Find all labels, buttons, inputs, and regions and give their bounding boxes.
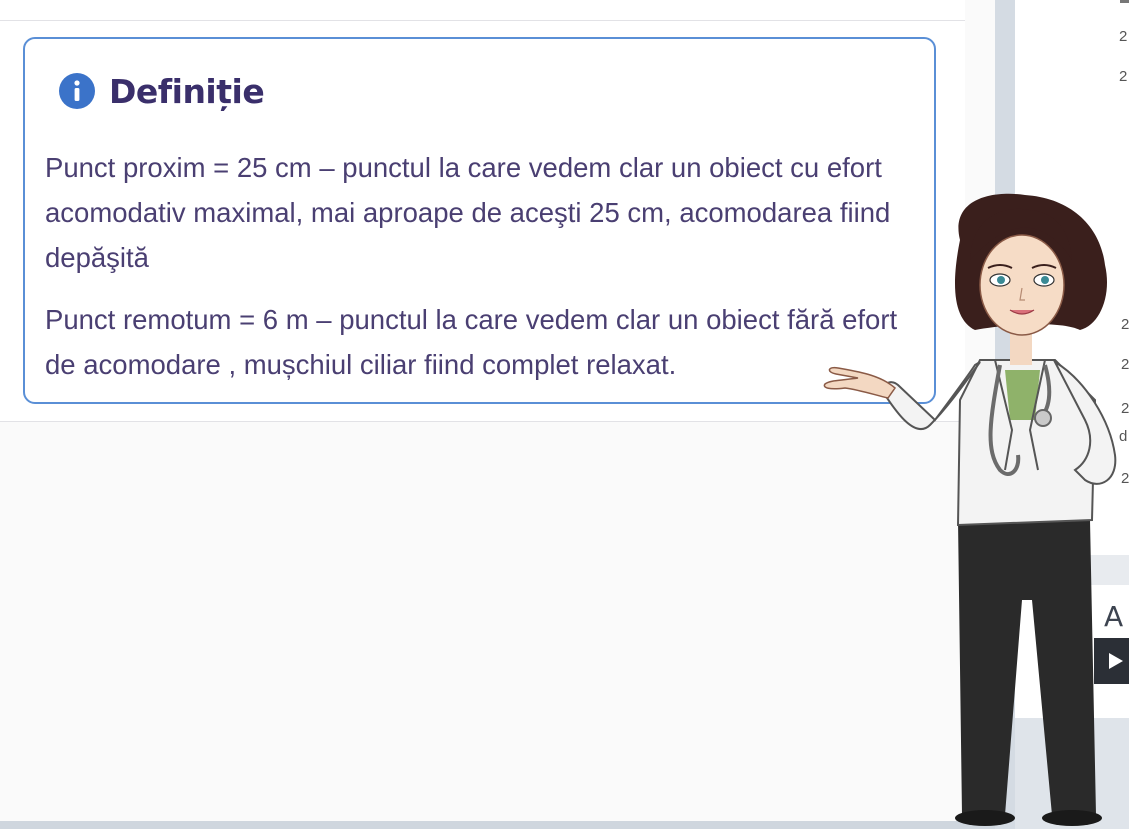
list-number: 2 <box>1121 356 1129 373</box>
definition-box <box>23 37 936 404</box>
section-heading-fragment: A <box>1104 600 1124 633</box>
right-panel-footer <box>1015 718 1129 829</box>
panel-divider <box>995 0 1015 829</box>
list-number: 2 <box>1121 316 1129 333</box>
top-strip <box>0 0 965 21</box>
definition-title: Definiție <box>109 71 265 111</box>
top-dash <box>1120 0 1129 3</box>
right-panel-gap <box>1015 555 1129 585</box>
list-number: 2 <box>1119 28 1128 45</box>
list-number: 2 <box>1121 400 1129 417</box>
definition-header <box>59 71 264 111</box>
bottom-bar <box>0 821 995 829</box>
list-number: 2 <box>1119 68 1128 85</box>
play-button[interactable] <box>1094 638 1129 684</box>
list-text-fragment: d <box>1119 428 1128 445</box>
list-number: 2 <box>1121 470 1129 487</box>
definition-paragraph-proxim: Punct proxim = 25 cm – punctul la care vedem clar un obiect cu efort acomodativ maximal, mai aproape de aceşti 25 cm, acomodarea fiind depăşită <box>45 152 891 273</box>
definition-paragraph-remotum: Punct remotum = 6 m – punctul la care vedem clar un obiect fără efort de acomodare , mușchiul ciliar fiind complet relaxat. <box>45 304 898 380</box>
info-icon <box>59 73 95 109</box>
right-side-panel <box>1015 0 1129 555</box>
